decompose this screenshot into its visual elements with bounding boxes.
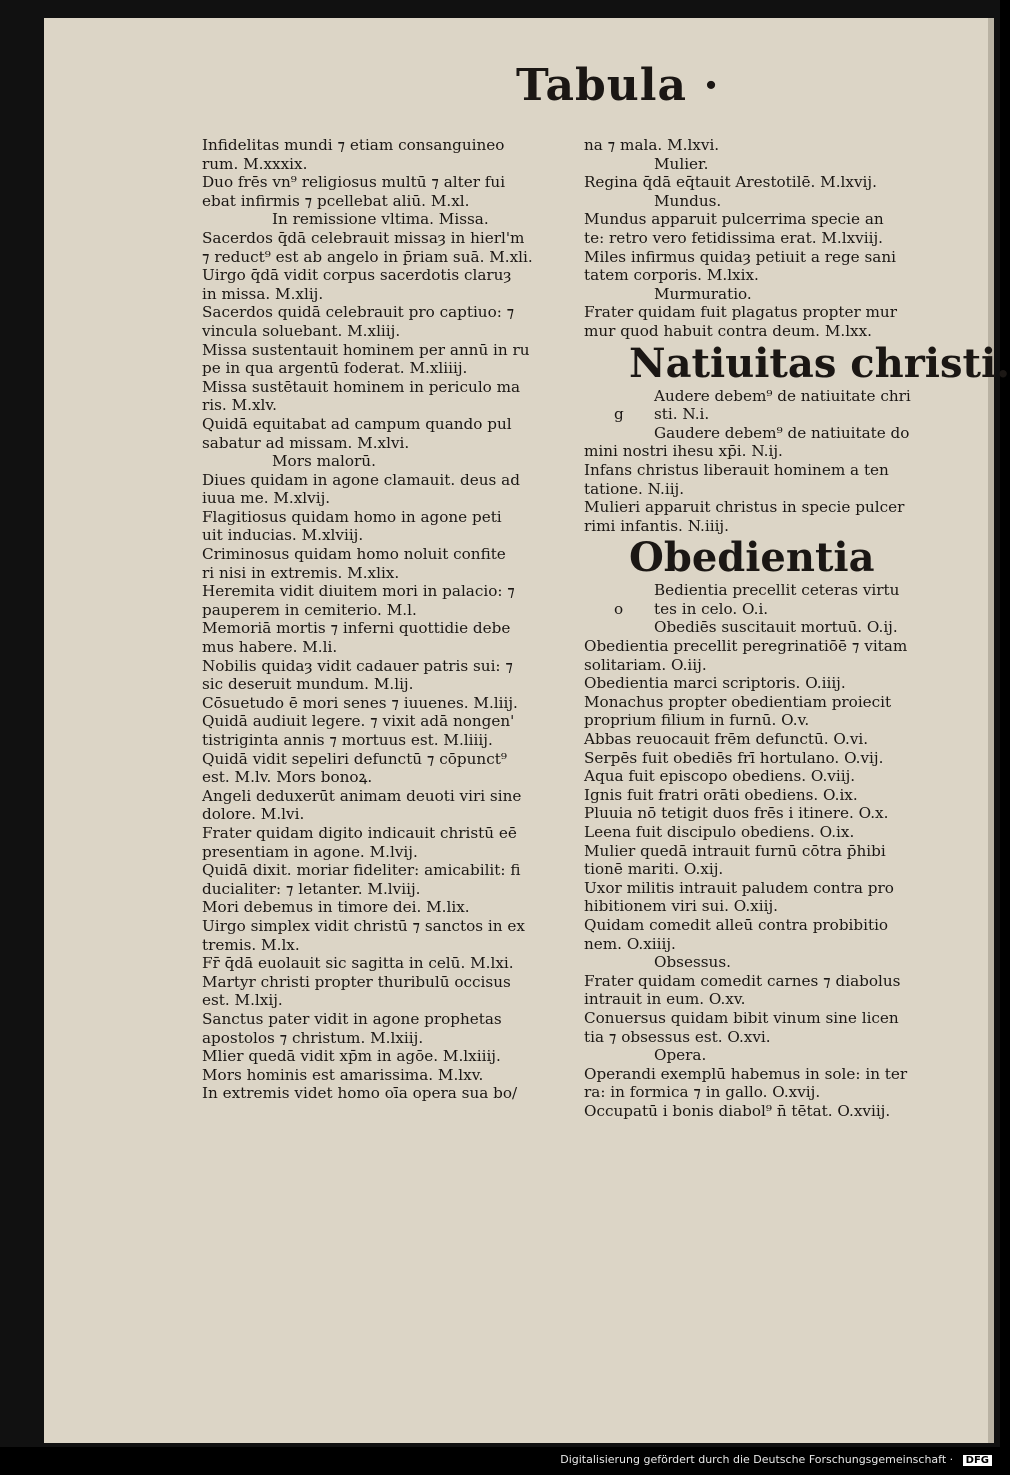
right-column-line: Uxor militis intrauit paludem contra pro (584, 878, 894, 897)
left-column-line: sabatur ad missam. M.xlvi. (202, 433, 410, 452)
left-column-line: ri nisi in extremis. M.xlix. (202, 563, 400, 582)
right-column-line: Frater quidam comedit carnes ⁊ diabolus (584, 971, 901, 990)
right-column-line: Mulier quedā intrauit furnū cōtra p̄hibi (584, 841, 886, 860)
right-column-line: Bedientia precellit ceteras virtu (654, 581, 900, 600)
right-column-line: Obedientia precellit peregrinatiōē ⁊ vitam (584, 637, 908, 656)
right-column-line: tatione. N.iij. (584, 479, 685, 498)
right-column-line: Operandi exemplū habemus in sole: in ter (584, 1064, 908, 1083)
initial-letter: g (614, 405, 624, 424)
left-column-line: Quidā vidit sepeliri defunctū ⁊ cōpunct⁹ (202, 749, 507, 768)
left-column-line: Mlier quedā vidit xp̄m in agōe. M.lxiiij. (202, 1047, 501, 1066)
line-text: sti. N.i. (654, 405, 710, 424)
left-column-line: Nobilis quidaȝ vidit cadauer patris sui: ⁊ (202, 656, 513, 675)
right-column-line (584, 405, 964, 424)
left-column-line: in missa. M.xlij. (202, 284, 324, 303)
right-column-line: Opera. (654, 1046, 707, 1065)
left-column-line: rum. M.xxxix. (202, 154, 308, 173)
left-column-line: Diues quidam in agone clamauit. deus ad (202, 470, 520, 489)
right-column-line: Miles infirmus quidaȝ petiuit a rege sani (584, 247, 896, 266)
right-column-line: Audere debem⁹ de natiuitate chri (654, 386, 911, 405)
left-column-line: sic deseruit mundum. M.lij. (202, 675, 414, 694)
left-column-line: ducialiter: ⁊ letanter. M.lviij. (202, 879, 421, 898)
left-column-line: Sacerdos q̄dā celebrauit missaȝ in hierl'm (202, 228, 525, 247)
right-column-line: Serpēs fuit obediēs frī hortulano. O.vij. (584, 748, 884, 767)
left-column-line: Mors malorū. (272, 452, 376, 471)
right-column-line: Obediēs suscitauit mortuū. O.ij. (654, 618, 898, 637)
right-column (584, 136, 1010, 1121)
left-column-line: Missa sustentauit hominem per annū in ru (202, 340, 530, 359)
left-column-line: Criminosus quidam homo noluit confite (202, 545, 506, 564)
left-column-line: vincula soluebant. M.xliij. (202, 321, 401, 340)
left-column-line: est. M.lv. Mors bonoꝝ. (202, 768, 373, 787)
right-column-line: Frater quidam fuit plagatus propter mur (584, 303, 897, 322)
right-column-line: Aqua fuit episcopo obediens. O.viij. (584, 767, 856, 786)
left-column-line: Quidā equitabat ad campum quando pul (202, 414, 512, 433)
left-column-line: ris. M.xlv. (202, 396, 277, 415)
right-column-line: Mulier. (654, 154, 709, 173)
left-column-line: Cōsuetudo ē mori senes ⁊ iuuenes. M.liij. (202, 693, 518, 712)
left-column-line: pauperem in cemiterio. M.l. (202, 600, 417, 619)
right-column-line: Quidam comedit alleū contra probibitio (584, 915, 889, 934)
page-title: Tabula · (516, 60, 720, 111)
left-column-line: Flagitiosus quidam homo in agone peti (202, 507, 502, 526)
left-column-line: Quidā audiuit legere. ⁊ vixit adā nongen' (202, 712, 515, 731)
right-column-line: Occupatū i bonis diabol⁹ n̄ tētat. O.xviij. (584, 1101, 891, 1120)
left-column-line: Frater quidam digito indicauit christū eē (202, 823, 517, 842)
left-column-line: Uirgo simplex vidit christū ⁊ sanctos in ex (202, 916, 525, 935)
left-column-line: presentiam in agone. M.lvij. (202, 842, 418, 861)
left-column-line: Mors hominis est amarissima. M.lxv. (202, 1065, 484, 1084)
left-column-line: iuua me. M.xlvij. (202, 489, 331, 508)
right-column-line: Natiuitas christi. (629, 339, 1010, 387)
page-edge-shadow (988, 18, 994, 1443)
left-column-line: tremis. M.lx. (202, 935, 300, 954)
footer (0, 1453, 1000, 1473)
right-column-line: Leena fuit discipulo obediens. O.ix. (584, 823, 855, 841)
right-column-line: intrauit in eum. O.xv. (584, 990, 746, 1009)
right-column-line: Obedientia (629, 534, 875, 582)
left-column-line: Mori debemus in timore dei. M.lix. (202, 898, 470, 917)
right-column-line: na ⁊ mala. M.lxvi. (584, 136, 720, 154)
left-column-line: est. M.lxij. (202, 991, 283, 1010)
right-column-line: Ignis fuit fratri orāti obediens. O.ix. (584, 785, 858, 804)
right-column-line: Mulieri apparuit christus in specie pulcer (584, 498, 905, 517)
left-column-line: Missa sustētauit hominem in periculo ma (202, 377, 521, 396)
right-column-line: Monachus propter obedientiam proiecit (584, 692, 892, 711)
right-column-line: Mundus apparuit pulcerrima specie an (584, 210, 884, 229)
right-column-line: tionē mariti. O.xij. (584, 860, 724, 879)
right-column-line: hibitionem viri sui. O.xiij. (584, 897, 778, 916)
right-column-line: Obedientia marci scriptoris. O.iiij. (584, 674, 846, 693)
right-column-line: Obsessus. (654, 953, 731, 972)
right-column-line: tatem corporis. M.lxix. (584, 266, 759, 285)
left-column-line: In extremis videt homo oīa opera sua bo/ (202, 1084, 518, 1103)
right-column-line: solitariam. O.iij. (584, 655, 707, 674)
right-column-line: te: retro vero fetidissima erat. M.lxviij. (584, 228, 883, 247)
left-column-line: tistriginta annis ⁊ mortuus est. M.liiij. (202, 731, 493, 749)
left-column-line: Sanctus pater vidit in agone prophetas (202, 1009, 502, 1028)
right-column-line: Pluuia nō tetigit duos frēs i itinere. O.x. (584, 804, 889, 823)
right-column-line: mur quod habuit contra deum. M.lxx. (584, 321, 873, 340)
book-page (44, 18, 1010, 1443)
right-column-line: Regina q̄dā eq̄tauit Arestotilē. M.lxvij. (584, 173, 877, 192)
left-column-line: dolore. M.lvi. (202, 805, 305, 824)
left-column-line: Martyr christi propter thuribulū occisus (202, 972, 511, 991)
left-column-line: Heremita vidit diuitem mori in palacio: ⁊ (202, 582, 515, 601)
left-column-line: Angeli deduxerūt animam deuoti viri sine (202, 786, 522, 805)
left-column-line: Infidelitas mundi ⁊ etiam consanguineo (202, 136, 505, 154)
left-column-line: Duo frēs vn⁹ religiosus multū ⁊ alter fui (202, 173, 506, 192)
left-column-line: Sacerdos quidā celebrauit pro captiuo: ⁊ (202, 303, 515, 322)
initial-letter: o (614, 599, 624, 618)
left-column (202, 136, 582, 1103)
right-column-line: tia ⁊ obsessus est. O.xvi. (584, 1027, 771, 1046)
left-column-line: ebat infirmis ⁊ pcellebat aliū. M.xl. (202, 191, 470, 210)
left-column-line: ⁊ reduct⁹ est ab angelo in p̄riam suā. M.xli. (202, 247, 533, 266)
line-text: tes in celo. O.i. (654, 599, 769, 618)
left-column-line: Fr̄ q̄dā euolauit sic sagitta in celū. M.lxi. (202, 954, 514, 973)
left-column-line: Uirgo q̄dā vidit corpus sacerdotis claruȝ (202, 266, 512, 285)
right-column-line: ra: in formica ⁊ in gallo. O.xvij. (584, 1083, 821, 1102)
left-column-line: uit inducias. M.xlviij. (202, 526, 364, 545)
right-column-line: mini nostri ihesu xp̄i. N.ij. (584, 442, 783, 461)
left-column-line: Memoriā mortis ⁊ inferni quottidie debe (202, 619, 511, 638)
left-column-line: In remissione vltima. Missa. (272, 210, 489, 229)
left-column-line: mus habere. M.li. (202, 638, 338, 657)
right-column-line: Murmuratio. (654, 284, 752, 303)
right-column-line: Abbas reuocauit frēm defunctū. O.vi. (584, 730, 869, 749)
right-column-line: nem. O.xiiij. (584, 934, 676, 953)
left-column-line: pe in qua argentū foderat. M.xliiij. (202, 359, 468, 378)
right-column-line: Gaudere debem⁹ de natiuitate do (654, 423, 910, 442)
left-column-line: Quidā dixit. moriar fideliter: amicabilit: fi (202, 861, 521, 880)
dfg-logo: DFG (963, 1455, 992, 1466)
footer-text: Digitalisierung gefördert durch die Deutsche Forschungsgemeinschaft · (560, 1453, 954, 1466)
right-column-line: Infans christus liberauit hominem a ten (584, 460, 889, 479)
right-column-line: proprium filium in furnū. O.v. (584, 711, 810, 730)
left-column-line: apostolos ⁊ christum. M.lxiij. (202, 1028, 424, 1047)
right-column-line: rimi infantis. N.iiij. (584, 516, 729, 535)
right-column-line (584, 600, 964, 619)
right-column-line: Conuersus quidam bibit vinum sine licen (584, 1008, 899, 1027)
right-column-line: Mundus. (654, 191, 722, 210)
